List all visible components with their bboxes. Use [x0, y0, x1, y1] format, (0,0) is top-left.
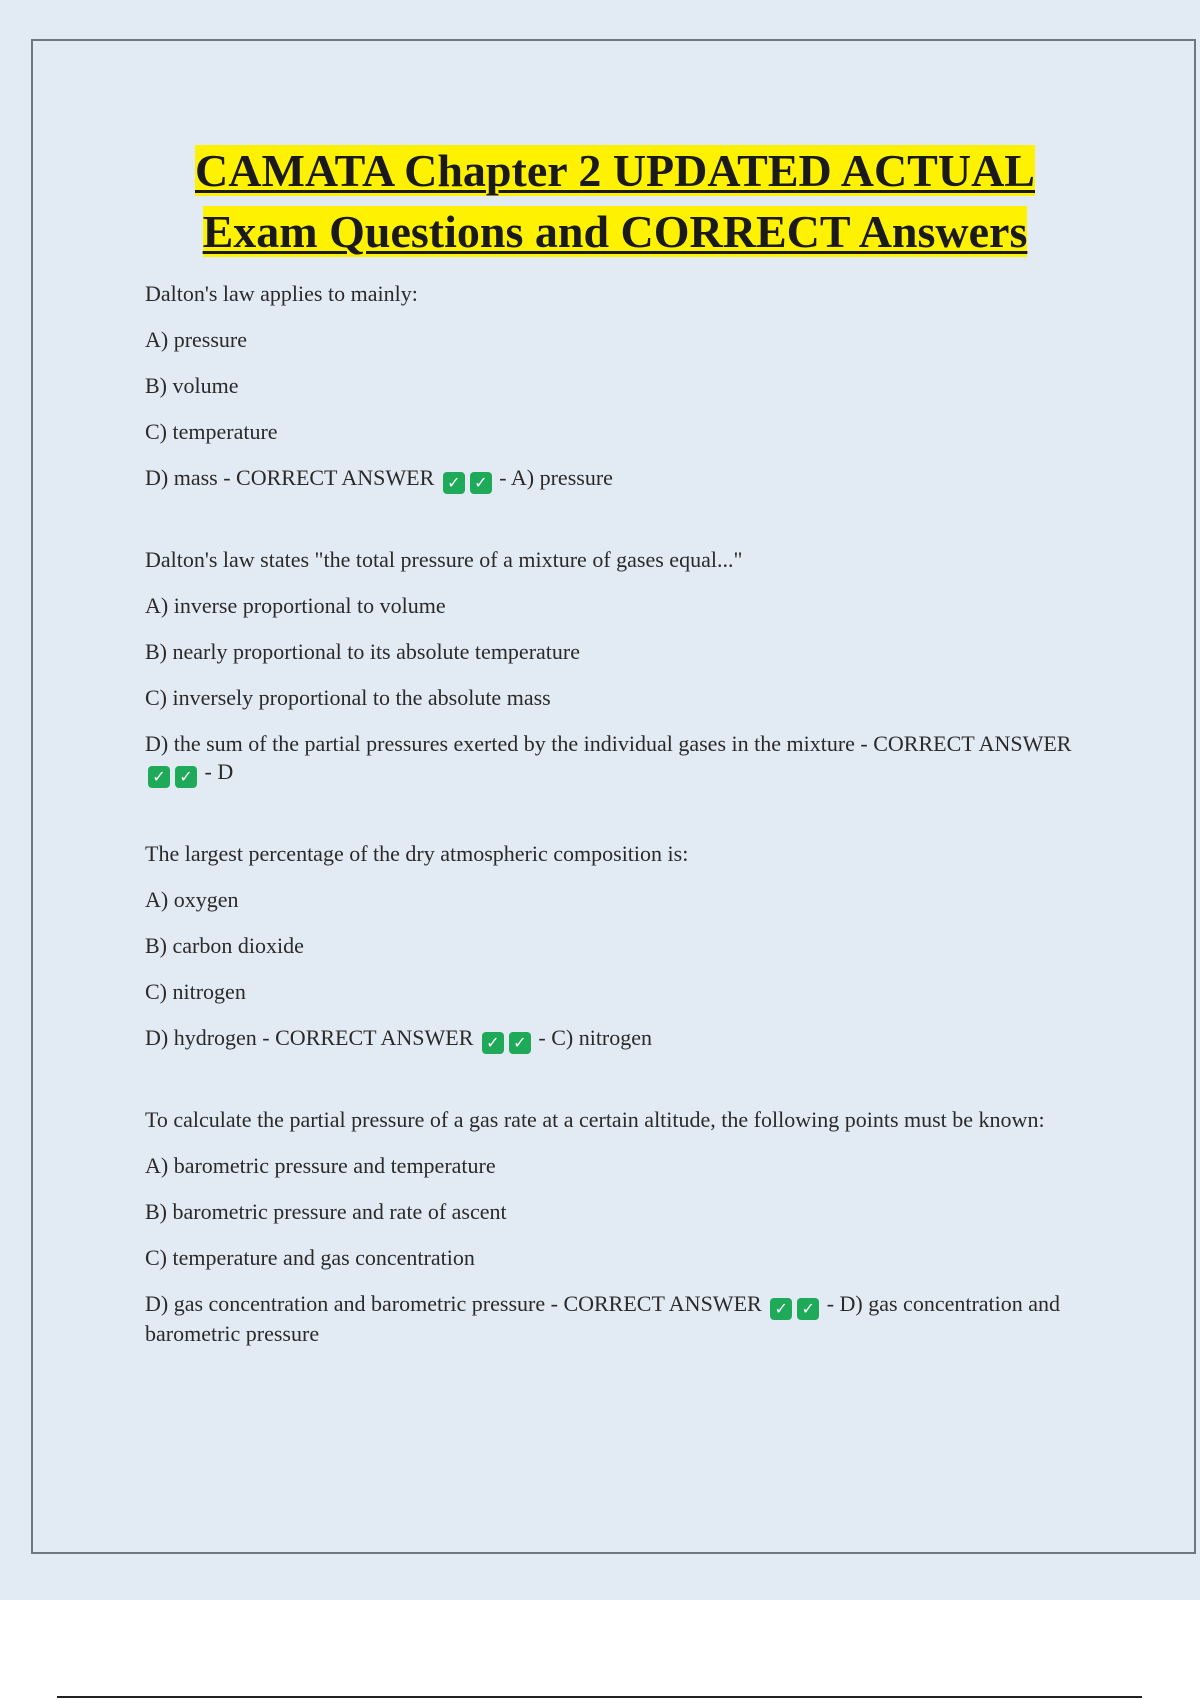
question-text: To calculate the partial pressure of a gas rate at a certain altitude, the following points must be known: — [145, 1107, 1045, 1132]
option-d-text: D) hydrogen - CORRECT ANSWER — [145, 1025, 474, 1050]
document-title — [60, 140, 1170, 262]
correct-answer-text: - A) pressure — [499, 465, 613, 490]
option-a: A) barometric pressure and temperature — [145, 1153, 496, 1178]
option-d-with-answer — [145, 1024, 1075, 1054]
option-c: C) temperature and gas concentration — [145, 1245, 475, 1270]
option-d-text: D) mass - CORRECT ANSWER — [145, 465, 435, 490]
footer-divider — [57, 1696, 1142, 1698]
title-line-2: Exam Questions and CORRECT Answers — [202, 206, 1028, 257]
check-icon: ✓ — [175, 766, 197, 788]
correct-answer-text: - D) gas concentration and barometric pressure — [145, 1291, 1061, 1346]
option-a: A) oxygen — [145, 887, 239, 912]
option-b: B) barometric pressure and rate of ascent — [145, 1199, 507, 1224]
check-icon: ✓ — [482, 1032, 504, 1054]
question-block-1 — [145, 280, 1075, 494]
option-c: C) temperature — [145, 419, 278, 444]
option-d-with-answer — [145, 1290, 1075, 1348]
check-icon: ✓ — [148, 766, 170, 788]
question-text: The largest percentage of the dry atmospheric composition is: — [145, 841, 689, 866]
correct-answer-text: - D — [204, 759, 234, 784]
option-d-text: D) the sum of the partial pressures exerted by the individual gases in the mixture - CORRECT ANSWER — [145, 731, 1072, 756]
option-b: B) volume — [145, 373, 239, 398]
question-text: Dalton's law applies to mainly: — [145, 281, 418, 306]
option-d-with-answer — [145, 464, 1075, 494]
option-b: B) carbon dioxide — [145, 933, 304, 958]
check-icon: ✓ — [470, 472, 492, 494]
option-a: A) inverse proportional to volume — [145, 593, 446, 618]
correct-answer-text: - C) nitrogen — [538, 1025, 653, 1050]
option-b: B) nearly proportional to its absolute temperature — [145, 639, 580, 664]
question-block-2 — [145, 546, 1075, 788]
option-d-with-answer — [145, 730, 1075, 788]
check-icon: ✓ — [770, 1298, 792, 1320]
question-text: Dalton's law states "the total pressure of a mixture of gases equal..." — [145, 547, 743, 572]
option-a: A) pressure — [145, 327, 248, 352]
question-list — [145, 280, 1075, 1400]
check-icon: ✓ — [443, 472, 465, 494]
check-icon: ✓ — [797, 1298, 819, 1320]
title-line-1: CAMATA Chapter 2 UPDATED ACTUAL — [195, 145, 1035, 196]
question-block-3 — [145, 840, 1075, 1054]
question-block-4 — [145, 1106, 1075, 1348]
option-c: C) nitrogen — [145, 979, 246, 1004]
option-c: C) inversely proportional to the absolute mass — [145, 685, 551, 710]
option-d-text: D) gas concentration and barometric pressure - CORRECT ANSWER — [145, 1291, 762, 1316]
check-icon: ✓ — [509, 1032, 531, 1054]
